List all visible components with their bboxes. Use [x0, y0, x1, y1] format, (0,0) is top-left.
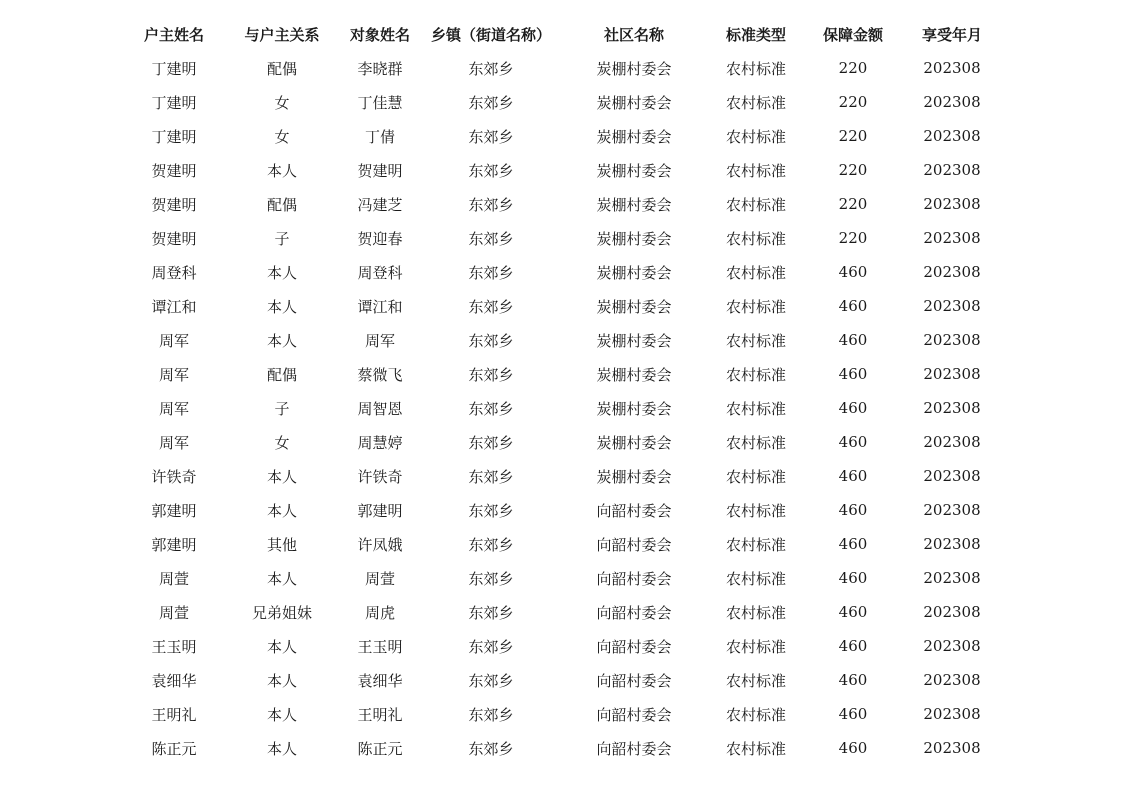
cell-standard-type: 农村标准	[725, 501, 786, 520]
cell-relation-to-householder: 本人	[266, 739, 297, 758]
cell-householder-name: 王明礼	[151, 705, 197, 724]
cell-recipient-name: 周军	[364, 331, 395, 350]
cell-township: 东郊乡	[468, 705, 514, 724]
cell-township: 东郊乡	[468, 263, 514, 282]
table-row	[120, 731, 1000, 765]
column-header-relation-to-householder: 与户主关系	[244, 25, 320, 44]
cell-standard-type: 农村标准	[725, 467, 786, 486]
cell-recipient-name: 郭建明	[357, 501, 403, 520]
cell-recipient-name: 王玉明	[357, 637, 403, 656]
cell-relation-to-householder: 配偶	[266, 59, 297, 78]
cell-benefit-amount: 460	[838, 637, 868, 655]
cell-benefit-amount: 220	[838, 127, 868, 145]
cell-standard-type: 农村标准	[725, 331, 786, 350]
cell-benefit-amount: 460	[838, 365, 868, 383]
cell-benefit-month: 202308	[923, 229, 981, 247]
table-row	[120, 357, 1000, 391]
cell-township: 东郊乡	[468, 93, 514, 112]
cell-recipient-name: 贺迎春	[357, 229, 403, 248]
table-row	[120, 425, 1000, 459]
cell-community-name: 炭棚村委会	[596, 161, 672, 180]
cell-benefit-month: 202308	[923, 161, 981, 179]
cell-benefit-month: 202308	[923, 637, 981, 655]
cell-community-name: 炭棚村委会	[596, 59, 672, 78]
column-header-community-name: 社区名称	[603, 25, 664, 44]
cell-householder-name: 陈正元	[151, 739, 197, 758]
table-row	[120, 119, 1000, 153]
cell-township: 东郊乡	[468, 569, 514, 588]
table-row	[120, 527, 1000, 561]
cell-benefit-amount: 460	[838, 739, 868, 757]
cell-community-name: 向韶村委会	[596, 637, 672, 656]
cell-benefit-amount: 220	[838, 195, 868, 213]
cell-benefit-month: 202308	[923, 705, 981, 723]
cell-relation-to-householder: 本人	[266, 671, 297, 690]
cell-community-name: 向韶村委会	[596, 603, 672, 622]
cell-recipient-name: 蔡微飞	[357, 365, 403, 384]
cell-township: 东郊乡	[468, 501, 514, 520]
cell-householder-name: 王玉明	[151, 637, 197, 656]
cell-recipient-name: 许凤娥	[357, 535, 403, 554]
cell-recipient-name: 贺建明	[357, 161, 403, 180]
cell-householder-name: 周萱	[158, 569, 189, 588]
cell-benefit-amount: 460	[838, 535, 868, 553]
cell-recipient-name: 李晓群	[357, 59, 403, 78]
cell-householder-name: 丁建明	[151, 127, 197, 146]
table-row	[120, 51, 1000, 85]
cell-community-name: 向韶村委会	[596, 671, 672, 690]
cell-relation-to-householder: 其他	[266, 535, 297, 554]
cell-recipient-name: 周智恩	[357, 399, 403, 418]
cell-benefit-month: 202308	[923, 399, 981, 417]
cell-benefit-amount: 460	[838, 399, 868, 417]
cell-recipient-name: 周登科	[357, 263, 403, 282]
cell-householder-name: 郭建明	[151, 501, 197, 520]
cell-benefit-month: 202308	[923, 59, 981, 77]
cell-benefit-amount: 460	[838, 433, 868, 451]
cell-township: 东郊乡	[468, 161, 514, 180]
cell-standard-type: 农村标准	[725, 637, 786, 656]
table-row	[120, 221, 1000, 255]
cell-standard-type: 农村标准	[725, 93, 786, 112]
cell-benefit-month: 202308	[923, 365, 981, 383]
cell-benefit-month: 202308	[923, 195, 981, 213]
column-header-recipient-name: 对象姓名	[349, 25, 410, 44]
cell-township: 东郊乡	[468, 467, 514, 486]
cell-recipient-name: 周虎	[364, 603, 395, 622]
cell-relation-to-householder: 本人	[266, 637, 297, 656]
table-row	[120, 663, 1000, 697]
cell-standard-type: 农村标准	[725, 297, 786, 316]
cell-relation-to-householder: 子	[274, 399, 290, 418]
cell-community-name: 向韶村委会	[596, 739, 672, 758]
cell-benefit-month: 202308	[923, 297, 981, 315]
cell-benefit-amount: 220	[838, 229, 868, 247]
table-header-row	[120, 17, 1000, 51]
cell-benefit-amount: 220	[838, 59, 868, 77]
cell-benefit-month: 202308	[923, 603, 981, 621]
column-header-township: 乡镇（街道名称）	[430, 25, 551, 44]
table-row	[120, 85, 1000, 119]
cell-community-name: 向韶村委会	[596, 501, 672, 520]
cell-recipient-name: 谭江和	[357, 297, 403, 316]
cell-householder-name: 周军	[158, 399, 189, 418]
cell-township: 东郊乡	[468, 365, 514, 384]
cell-benefit-amount: 460	[838, 331, 868, 349]
cell-relation-to-householder: 女	[274, 127, 290, 146]
table-row	[120, 391, 1000, 425]
cell-township: 东郊乡	[468, 603, 514, 622]
cell-benefit-amount: 220	[838, 93, 868, 111]
cell-householder-name: 周登科	[151, 263, 197, 282]
cell-benefit-month: 202308	[923, 93, 981, 111]
cell-benefit-amount: 460	[838, 705, 868, 723]
table-row	[120, 323, 1000, 357]
cell-householder-name: 周军	[158, 365, 189, 384]
table-row	[120, 459, 1000, 493]
cell-benefit-month: 202308	[923, 535, 981, 553]
table-row	[120, 493, 1000, 527]
cell-householder-name: 周萱	[158, 603, 189, 622]
cell-householder-name: 谭江和	[151, 297, 197, 316]
cell-benefit-month: 202308	[923, 569, 981, 587]
cell-relation-to-householder: 女	[274, 433, 290, 452]
cell-householder-name: 贺建明	[151, 161, 197, 180]
cell-householder-name: 袁细华	[151, 671, 197, 690]
benefit-roster-sheet	[120, 17, 1000, 765]
cell-benefit-amount: 460	[838, 569, 868, 587]
cell-benefit-month: 202308	[923, 671, 981, 689]
cell-relation-to-householder: 本人	[266, 161, 297, 180]
cell-township: 东郊乡	[468, 739, 514, 758]
cell-householder-name: 贺建明	[151, 229, 197, 248]
cell-benefit-month: 202308	[923, 501, 981, 519]
cell-householder-name: 贺建明	[151, 195, 197, 214]
cell-community-name: 炭棚村委会	[596, 93, 672, 112]
cell-relation-to-householder: 本人	[266, 331, 297, 350]
cell-community-name: 炭棚村委会	[596, 331, 672, 350]
table-row	[120, 187, 1000, 221]
table-header	[120, 17, 1000, 51]
cell-relation-to-householder: 配偶	[266, 365, 297, 384]
cell-standard-type: 农村标准	[725, 399, 786, 418]
cell-standard-type: 农村标准	[725, 603, 786, 622]
table-row	[120, 595, 1000, 629]
cell-householder-name: 丁建明	[151, 93, 197, 112]
cell-recipient-name: 陈正元	[357, 739, 403, 758]
cell-relation-to-householder: 女	[274, 93, 290, 112]
cell-township: 东郊乡	[468, 535, 514, 554]
cell-township: 东郊乡	[468, 331, 514, 350]
cell-standard-type: 农村标准	[725, 433, 786, 452]
table-row	[120, 629, 1000, 663]
cell-township: 东郊乡	[468, 297, 514, 316]
column-header-householder-name: 户主姓名	[143, 25, 204, 44]
cell-benefit-amount: 460	[838, 501, 868, 519]
cell-benefit-amount: 460	[838, 467, 868, 485]
cell-relation-to-householder: 子	[274, 229, 290, 248]
cell-community-name: 向韶村委会	[596, 705, 672, 724]
cell-recipient-name: 丁倩	[364, 127, 395, 146]
cell-relation-to-householder: 配偶	[266, 195, 297, 214]
benefit-roster-table	[120, 17, 1000, 765]
cell-benefit-month: 202308	[923, 467, 981, 485]
cell-township: 东郊乡	[468, 399, 514, 418]
cell-community-name: 向韶村委会	[596, 535, 672, 554]
cell-standard-type: 农村标准	[725, 365, 786, 384]
table-row	[120, 697, 1000, 731]
column-header-benefit-amount: 保障金额	[822, 25, 883, 44]
cell-benefit-amount: 460	[838, 263, 868, 281]
cell-community-name: 炭棚村委会	[596, 467, 672, 486]
cell-community-name: 炭棚村委会	[596, 297, 672, 316]
cell-community-name: 炭棚村委会	[596, 127, 672, 146]
table-row	[120, 289, 1000, 323]
cell-standard-type: 农村标准	[725, 569, 786, 588]
cell-recipient-name: 王明礼	[357, 705, 403, 724]
cell-township: 东郊乡	[468, 127, 514, 146]
table-row	[120, 561, 1000, 595]
cell-relation-to-householder: 本人	[266, 263, 297, 282]
cell-community-name: 炭棚村委会	[596, 365, 672, 384]
cell-householder-name: 周军	[158, 331, 189, 350]
cell-township: 东郊乡	[468, 671, 514, 690]
cell-township: 东郊乡	[468, 637, 514, 656]
cell-relation-to-householder: 本人	[266, 467, 297, 486]
cell-standard-type: 农村标准	[725, 535, 786, 554]
cell-householder-name: 丁建明	[151, 59, 197, 78]
cell-standard-type: 农村标准	[725, 161, 786, 180]
cell-standard-type: 农村标准	[725, 59, 786, 78]
cell-benefit-month: 202308	[923, 433, 981, 451]
cell-standard-type: 农村标准	[725, 705, 786, 724]
cell-community-name: 炭棚村委会	[596, 399, 672, 418]
cell-benefit-amount: 460	[838, 603, 868, 621]
table-row	[120, 153, 1000, 187]
table-body	[120, 51, 1000, 765]
column-header-standard-type: 标准类型	[725, 25, 786, 44]
cell-standard-type: 农村标准	[725, 195, 786, 214]
cell-recipient-name: 袁细华	[357, 671, 403, 690]
cell-householder-name: 郭建明	[151, 535, 197, 554]
cell-householder-name: 周军	[158, 433, 189, 452]
cell-householder-name: 许铁奇	[151, 467, 197, 486]
cell-recipient-name: 周慧婷	[357, 433, 403, 452]
cell-standard-type: 农村标准	[725, 229, 786, 248]
cell-community-name: 向韶村委会	[596, 569, 672, 588]
cell-community-name: 炭棚村委会	[596, 195, 672, 214]
cell-township: 东郊乡	[468, 195, 514, 214]
cell-recipient-name: 许铁奇	[357, 467, 403, 486]
cell-benefit-amount: 460	[838, 671, 868, 689]
cell-benefit-amount: 460	[838, 297, 868, 315]
cell-relation-to-householder: 兄弟姐妹	[251, 603, 312, 622]
cell-relation-to-householder: 本人	[266, 297, 297, 316]
cell-community-name: 炭棚村委会	[596, 263, 672, 282]
cell-recipient-name: 丁佳慧	[357, 93, 403, 112]
cell-standard-type: 农村标准	[725, 671, 786, 690]
column-header-benefit-month: 享受年月	[921, 25, 982, 44]
cell-standard-type: 农村标准	[725, 127, 786, 146]
cell-community-name: 炭棚村委会	[596, 433, 672, 452]
cell-township: 东郊乡	[468, 59, 514, 78]
cell-benefit-month: 202308	[923, 739, 981, 757]
cell-benefit-month: 202308	[923, 331, 981, 349]
cell-standard-type: 农村标准	[725, 263, 786, 282]
cell-benefit-month: 202308	[923, 127, 981, 145]
cell-recipient-name: 周萱	[364, 569, 395, 588]
cell-relation-to-householder: 本人	[266, 501, 297, 520]
cell-standard-type: 农村标准	[725, 739, 786, 758]
cell-township: 东郊乡	[468, 229, 514, 248]
cell-recipient-name: 冯建芝	[357, 195, 403, 214]
cell-relation-to-householder: 本人	[266, 705, 297, 724]
cell-community-name: 炭棚村委会	[596, 229, 672, 248]
cell-benefit-amount: 220	[838, 161, 868, 179]
cell-township: 东郊乡	[468, 433, 514, 452]
cell-relation-to-householder: 本人	[266, 569, 297, 588]
table-row	[120, 255, 1000, 289]
cell-benefit-month: 202308	[923, 263, 981, 281]
